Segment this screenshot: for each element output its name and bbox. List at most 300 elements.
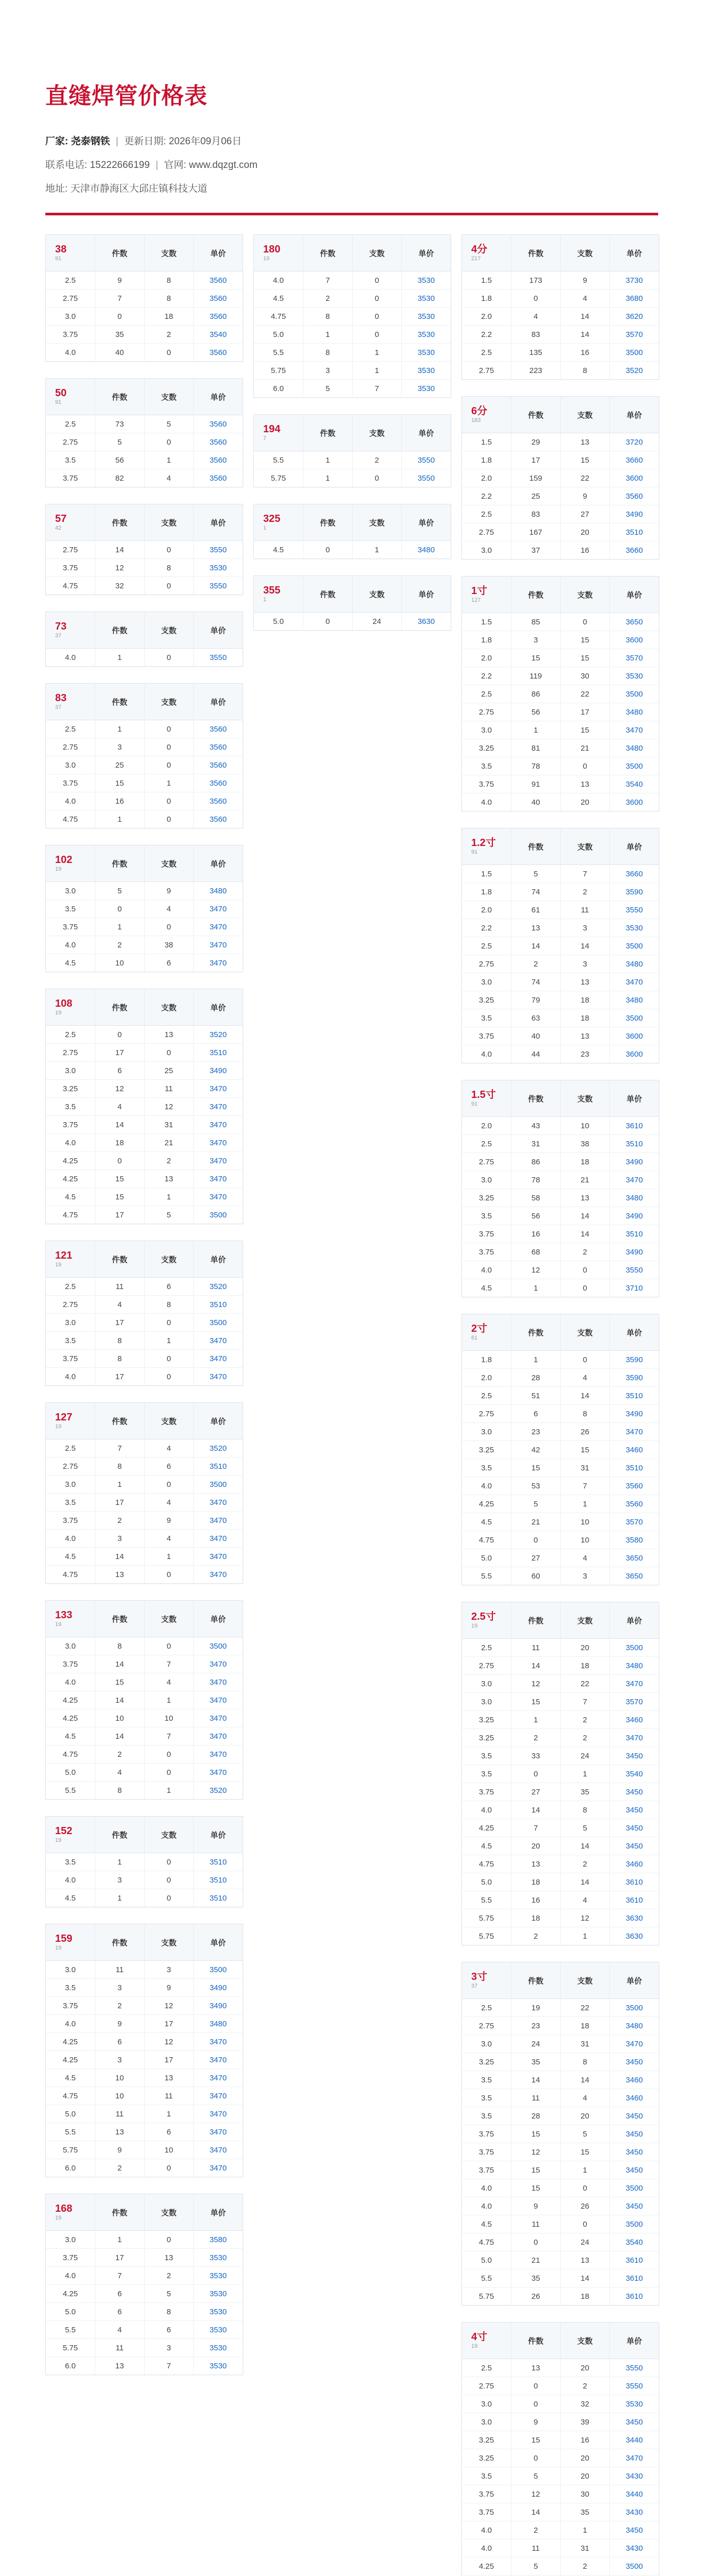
price-cell: 3480 — [610, 1189, 659, 1207]
qty-cell: 2 — [303, 290, 353, 308]
pcs-cell: 6 — [144, 2321, 194, 2339]
qty-cell: 15 — [511, 2431, 561, 2449]
price-table-card — [45, 1241, 243, 1386]
qty-cell: 17 — [95, 1494, 145, 1512]
thickness-cell: 4.25 — [46, 2285, 95, 2303]
pcs-cell: 0 — [144, 1764, 194, 1782]
price-table-card — [45, 504, 243, 595]
pcs-cell: 0 — [144, 1314, 194, 1332]
pcs-cell: 0 — [144, 918, 194, 936]
qty-cell: 12 — [511, 1261, 561, 1279]
qty-header: 件数 — [95, 235, 145, 272]
update-label: 更新日期: — [124, 136, 166, 147]
price-cell: 3560 — [194, 344, 243, 362]
table-row — [462, 1027, 659, 1045]
qty-cell: 9 — [95, 272, 145, 290]
price-cell: 3530 — [194, 2321, 243, 2339]
table-row — [462, 2251, 659, 2269]
thickness-cell: 3.0 — [46, 756, 95, 774]
price-header: 单价 — [610, 1080, 659, 1117]
price-cell: 3470 — [194, 900, 243, 918]
table-row — [462, 1513, 659, 1531]
pcs-cell: 2 — [560, 1729, 610, 1747]
price-cell: 3660 — [610, 451, 659, 469]
thickness-cell: 5.0 — [462, 1873, 511, 1891]
pcs-header: 支数 — [144, 845, 194, 882]
price-header: 单价 — [610, 2323, 659, 2359]
table-row — [462, 1567, 659, 1585]
table-row — [46, 1691, 243, 1709]
header-row — [462, 2323, 659, 2359]
table-row — [46, 541, 243, 559]
thickness-cell: 3.75 — [462, 1027, 511, 1045]
price-cell: 3530 — [194, 559, 243, 577]
qty-cell: 32 — [95, 577, 145, 595]
qty-cell: 0 — [511, 2377, 561, 2395]
pcs-header: 支数 — [352, 504, 402, 541]
pcs-cell: 14 — [560, 2071, 610, 2089]
thickness-cell: 4.5 — [462, 1513, 511, 1531]
price-cell: 3580 — [194, 2231, 243, 2249]
price-table-head — [254, 415, 451, 451]
table-row — [462, 919, 659, 937]
price-cell: 3480 — [610, 1657, 659, 1675]
thickness-cell: 3.0 — [46, 1314, 95, 1332]
qty-cell: 1 — [95, 1476, 145, 1494]
price-cell: 3510 — [194, 1458, 243, 1476]
qty-cell: 2 — [95, 1512, 145, 1530]
pcs-cell: 17 — [144, 2015, 194, 2033]
pcs-cell: 4 — [560, 1369, 610, 1387]
pcs-header: 支数 — [560, 397, 610, 433]
price-cell: 3530 — [402, 272, 451, 290]
price-table-body — [254, 613, 451, 631]
thickness-cell: 2.5 — [462, 2359, 511, 2377]
pcs-cell: 2 — [144, 1152, 194, 1170]
price-table-card — [45, 2194, 243, 2375]
size-header — [254, 504, 303, 541]
price-header: 单价 — [610, 397, 659, 433]
thickness-cell: 3.5 — [46, 1979, 95, 1997]
price-cell: 3650 — [610, 1567, 659, 1585]
pcs-cell: 22 — [560, 1675, 610, 1693]
thickness-cell: 5.0 — [46, 2105, 95, 2123]
table-row — [46, 1134, 243, 1152]
table-row — [462, 2017, 659, 2035]
pcs-cell: 7 — [352, 380, 402, 398]
size-header — [46, 1924, 95, 1961]
price-cell: 3550 — [402, 451, 451, 469]
pcs-cell: 6 — [144, 1458, 194, 1476]
price-cell: 3660 — [610, 541, 659, 560]
table-row — [462, 1657, 659, 1675]
pcs-header: 支数 — [352, 415, 402, 451]
price-cell: 3520 — [194, 1782, 243, 1800]
price-cell: 3550 — [194, 577, 243, 595]
table-row — [462, 721, 659, 739]
price-cell: 3720 — [610, 433, 659, 451]
qty-cell: 5 — [511, 2467, 561, 2485]
pcs-cell: 20 — [560, 2107, 610, 2125]
table-row — [46, 1548, 243, 1566]
pcs-cell: 3 — [560, 1567, 610, 1585]
qty-cell: 167 — [511, 523, 561, 541]
vendor-line — [45, 130, 658, 154]
table-row — [462, 433, 659, 451]
phone-label: 联系电话: — [45, 160, 88, 171]
qty-cell: 91 — [511, 775, 561, 793]
pipe-count: 91 — [55, 256, 62, 262]
pcs-cell: 0 — [560, 2179, 610, 2197]
pipe-size: 180 — [263, 244, 281, 255]
qty-cell: 135 — [511, 344, 561, 362]
thickness-cell: 4.25 — [46, 2033, 95, 2051]
price-table — [46, 612, 243, 666]
pcs-cell: 8 — [560, 362, 610, 380]
price-table-card — [253, 234, 451, 398]
table-row — [462, 2449, 659, 2467]
price-header: 单价 — [610, 1314, 659, 1351]
qty-cell: 21 — [511, 2251, 561, 2269]
qty-cell: 9 — [511, 2197, 561, 2215]
pcs-cell: 2 — [560, 1243, 610, 1261]
price-cell: 3470 — [610, 2035, 659, 2053]
qty-cell: 1 — [95, 810, 145, 828]
table-row — [462, 523, 659, 541]
pipe-size: 1.2寸 — [471, 837, 496, 849]
pcs-cell: 0 — [352, 290, 402, 308]
thickness-cell: 2.5 — [46, 1278, 95, 1296]
table-row — [46, 2321, 243, 2339]
qty-header: 件数 — [511, 828, 561, 865]
thickness-cell: 2.5 — [462, 1639, 511, 1657]
qty-cell: 9 — [511, 2413, 561, 2431]
size-header — [46, 845, 95, 882]
thickness-cell: 4.75 — [462, 1531, 511, 1549]
pcs-header: 支数 — [144, 989, 194, 1026]
thickness-cell: 4.75 — [46, 1566, 95, 1584]
price-cell: 3490 — [194, 1979, 243, 1997]
pcs-header: 支数 — [144, 2194, 194, 2231]
table-row — [462, 2521, 659, 2539]
thickness-cell: 4.0 — [462, 2197, 511, 2215]
price-cell: 3650 — [610, 613, 659, 631]
header-row — [46, 379, 243, 415]
table-row — [254, 380, 451, 398]
thickness-cell: 4.75 — [462, 2233, 511, 2251]
price-cell: 3490 — [194, 1997, 243, 2015]
thickness-cell: 3.75 — [46, 774, 95, 792]
site-link[interactable]: www.dqzgt.com — [188, 160, 258, 171]
table-row — [46, 577, 243, 595]
pcs-cell: 8 — [144, 272, 194, 290]
pcs-cell: 14 — [560, 1387, 610, 1405]
price-cell: 3460 — [610, 1441, 659, 1459]
price-header: 单价 — [194, 1241, 243, 1278]
qty-cell: 14 — [511, 937, 561, 955]
thickness-cell: 3.5 — [462, 1009, 511, 1027]
price-cell: 3480 — [194, 882, 243, 900]
price-table-head — [46, 2194, 243, 2231]
size-header — [46, 989, 95, 1026]
header-row — [254, 235, 451, 272]
pcs-cell: 12 — [144, 1997, 194, 2015]
qty-cell: 10 — [95, 2087, 145, 2105]
thickness-cell: 2.0 — [462, 1369, 511, 1387]
qty-header: 件数 — [95, 989, 145, 1026]
price-header: 单价 — [194, 1403, 243, 1439]
pcs-cell: 2 — [560, 1855, 610, 1873]
qty-cell: 3 — [95, 1979, 145, 1997]
pcs-cell: 17 — [560, 703, 610, 721]
qty-cell: 42 — [511, 1441, 561, 1459]
qty-cell: 2 — [95, 2159, 145, 2177]
price-cell: 3470 — [194, 1350, 243, 1368]
table-row — [462, 487, 659, 505]
table-row — [462, 775, 659, 793]
price-table — [462, 397, 659, 559]
pcs-cell: 13 — [560, 775, 610, 793]
price-table-card — [45, 234, 243, 362]
table-row — [46, 810, 243, 828]
price-cell: 3460 — [610, 1855, 659, 1873]
qty-cell: 7 — [95, 1439, 145, 1458]
qty-cell: 44 — [511, 1045, 561, 1063]
pcs-cell: 1 — [144, 2105, 194, 2123]
qty-cell: 78 — [511, 757, 561, 775]
qty-cell: 56 — [511, 1207, 561, 1225]
thickness-cell: 4.5 — [46, 1889, 95, 1907]
table-row — [46, 792, 243, 810]
qty-header: 件数 — [95, 1601, 145, 1637]
pcs-cell: 1 — [144, 1691, 194, 1709]
price-table-head — [462, 397, 659, 433]
thickness-cell: 2.75 — [46, 541, 95, 559]
thickness-cell: 4.0 — [462, 2539, 511, 2557]
qty-cell: 18 — [511, 1909, 561, 1927]
pcs-cell: 15 — [560, 2143, 610, 2161]
price-table-head — [462, 1602, 659, 1639]
table-row — [462, 2143, 659, 2161]
qty-cell: 0 — [95, 1026, 145, 1044]
price-cell: 3500 — [610, 344, 659, 362]
pcs-cell: 1 — [144, 451, 194, 469]
pcs-cell: 0 — [144, 756, 194, 774]
size-header — [46, 504, 95, 541]
qty-cell: 4 — [95, 1296, 145, 1314]
pcs-cell: 4 — [144, 900, 194, 918]
table-row — [462, 326, 659, 344]
table-row — [462, 2485, 659, 2503]
pcs-cell: 8 — [144, 1296, 194, 1314]
qty-cell: 85 — [511, 613, 561, 631]
table-row — [46, 433, 243, 451]
qty-cell: 56 — [95, 451, 145, 469]
thickness-cell: 3.5 — [462, 1747, 511, 1765]
table-row — [462, 1873, 659, 1891]
pipe-size: 4分 — [471, 244, 488, 255]
qty-cell: 14 — [95, 1116, 145, 1134]
thickness-cell: 3.5 — [46, 900, 95, 918]
pcs-cell: 26 — [560, 2197, 610, 2215]
thickness-cell: 4.25 — [46, 1170, 95, 1188]
table-row — [46, 1871, 243, 1889]
table-row — [462, 2197, 659, 2215]
price-table — [462, 2323, 659, 2576]
pcs-cell: 4 — [560, 1891, 610, 1909]
table-row — [46, 1782, 243, 1800]
price-table — [46, 1241, 243, 1385]
pcs-header: 支数 — [560, 1314, 610, 1351]
thickness-cell: 5.0 — [462, 2251, 511, 2269]
pcs-cell: 0 — [144, 1350, 194, 1368]
price-table-body — [46, 1278, 243, 1386]
qty-header: 件数 — [511, 397, 561, 433]
price-table-body — [46, 882, 243, 972]
pcs-cell: 4 — [144, 1494, 194, 1512]
thickness-cell: 3.75 — [46, 1997, 95, 2015]
thickness-cell: 2.75 — [46, 1044, 95, 1062]
price-cell: 3500 — [610, 685, 659, 703]
qty-cell: 12 — [95, 1080, 145, 1098]
thickness-cell: 4.5 — [254, 541, 303, 559]
header-row — [254, 576, 451, 613]
qty-cell: 16 — [95, 792, 145, 810]
thickness-cell: 3.5 — [462, 2467, 511, 2485]
qty-cell: 9 — [95, 2015, 145, 2033]
price-table-body — [254, 272, 451, 398]
price-table-body — [46, 272, 243, 362]
pcs-cell: 0 — [144, 1637, 194, 1655]
qty-cell: 0 — [511, 2233, 561, 2251]
thickness-cell: 5.75 — [46, 2339, 95, 2357]
table-row — [46, 649, 243, 667]
table-row — [46, 1764, 243, 1782]
table-row — [462, 1243, 659, 1261]
pcs-cell: 13 — [560, 973, 610, 991]
pcs-header: 支数 — [560, 577, 610, 613]
table-row — [462, 1999, 659, 2017]
pipe-count: 19 — [471, 2343, 478, 2349]
table-row — [46, 900, 243, 918]
price-cell: 3500 — [610, 1009, 659, 1027]
pcs-cell: 26 — [560, 1423, 610, 1441]
price-cell: 3630 — [402, 613, 451, 631]
pcs-cell: 31 — [560, 2539, 610, 2557]
price-table-head — [46, 1241, 243, 1278]
qty-cell: 2 — [95, 1997, 145, 2015]
pcs-cell: 27 — [560, 505, 610, 523]
qty-cell: 18 — [511, 1873, 561, 1891]
qty-cell: 5 — [511, 865, 561, 883]
qty-cell: 15 — [511, 2125, 561, 2143]
pcs-cell: 17 — [144, 2051, 194, 2069]
pcs-cell: 31 — [560, 2035, 610, 2053]
thickness-cell: 4.75 — [46, 1745, 95, 1764]
thickness-cell: 3.75 — [462, 1243, 511, 1261]
pcs-cell: 1 — [144, 1332, 194, 1350]
site-label: 官网: — [164, 160, 186, 171]
phone-number[interactable]: 15222666199 — [90, 160, 150, 171]
thickness-cell: 6.0 — [254, 380, 303, 398]
thickness-cell: 1.8 — [462, 290, 511, 308]
qty-cell: 14 — [511, 2071, 561, 2089]
thickness-cell: 2.5 — [46, 720, 95, 738]
table-row — [254, 541, 451, 559]
thickness-cell: 2.5 — [46, 415, 95, 433]
price-cell: 3470 — [194, 2159, 243, 2177]
price-cell: 3560 — [610, 487, 659, 505]
thickness-cell: 3.25 — [462, 2053, 511, 2071]
header-row — [46, 235, 243, 272]
pipe-count: 91 — [55, 399, 62, 405]
price-cell: 3440 — [610, 2485, 659, 2503]
qty-cell: 12 — [511, 1675, 561, 1693]
pcs-cell: 0 — [144, 1889, 194, 1907]
price-cell: 3490 — [194, 1062, 243, 1080]
qty-cell: 13 — [511, 919, 561, 937]
thickness-cell: 2.75 — [46, 1458, 95, 1476]
price-cell: 3570 — [610, 1513, 659, 1531]
table-row — [462, 2377, 659, 2395]
pcs-cell: 1 — [560, 1927, 610, 1945]
header-row — [46, 1403, 243, 1439]
pcs-cell: 18 — [144, 308, 194, 326]
price-cell: 3450 — [610, 2107, 659, 2125]
qty-cell: 8 — [95, 1350, 145, 1368]
qty-cell: 15 — [511, 649, 561, 667]
price-cell: 3490 — [610, 1405, 659, 1423]
price-cell: 3470 — [194, 1494, 243, 1512]
thickness-cell: 2.0 — [462, 308, 511, 326]
price-cell: 3480 — [194, 2015, 243, 2033]
header-row — [254, 415, 451, 451]
header-row — [46, 1241, 243, 1278]
qty-cell: 15 — [511, 2179, 561, 2197]
pipe-size: 121 — [55, 1250, 73, 1261]
qty-cell: 13 — [95, 1566, 145, 1584]
pcs-cell: 18 — [560, 1657, 610, 1675]
thickness-cell: 4.75 — [46, 577, 95, 595]
qty-cell: 0 — [303, 541, 353, 559]
table-row — [462, 1675, 659, 1693]
header-row — [46, 612, 243, 649]
pcs-cell: 1 — [352, 344, 402, 362]
qty-cell: 2 — [511, 2521, 561, 2539]
table-row — [46, 1655, 243, 1673]
pcs-cell: 15 — [560, 649, 610, 667]
pcs-cell: 0 — [144, 577, 194, 595]
thickness-cell: 2.75 — [462, 523, 511, 541]
price-cell: 3600 — [610, 793, 659, 811]
pipe-size: 4寸 — [471, 2331, 488, 2343]
qty-cell: 23 — [511, 2017, 561, 2035]
qty-cell: 27 — [511, 1783, 561, 1801]
price-header: 单价 — [194, 684, 243, 720]
qty-cell: 79 — [511, 991, 561, 1009]
qty-cell: 3 — [95, 2051, 145, 2069]
table-row — [462, 757, 659, 775]
header-row — [46, 1817, 243, 1853]
thickness-cell: 3.75 — [46, 1655, 95, 1673]
qty-cell: 11 — [95, 2105, 145, 2123]
price-table-card — [461, 828, 659, 1063]
price-table-card — [461, 1314, 659, 1585]
table-row — [462, 2107, 659, 2125]
price-table — [46, 1924, 243, 2177]
header-row — [462, 828, 659, 865]
price-table-head — [462, 1080, 659, 1117]
